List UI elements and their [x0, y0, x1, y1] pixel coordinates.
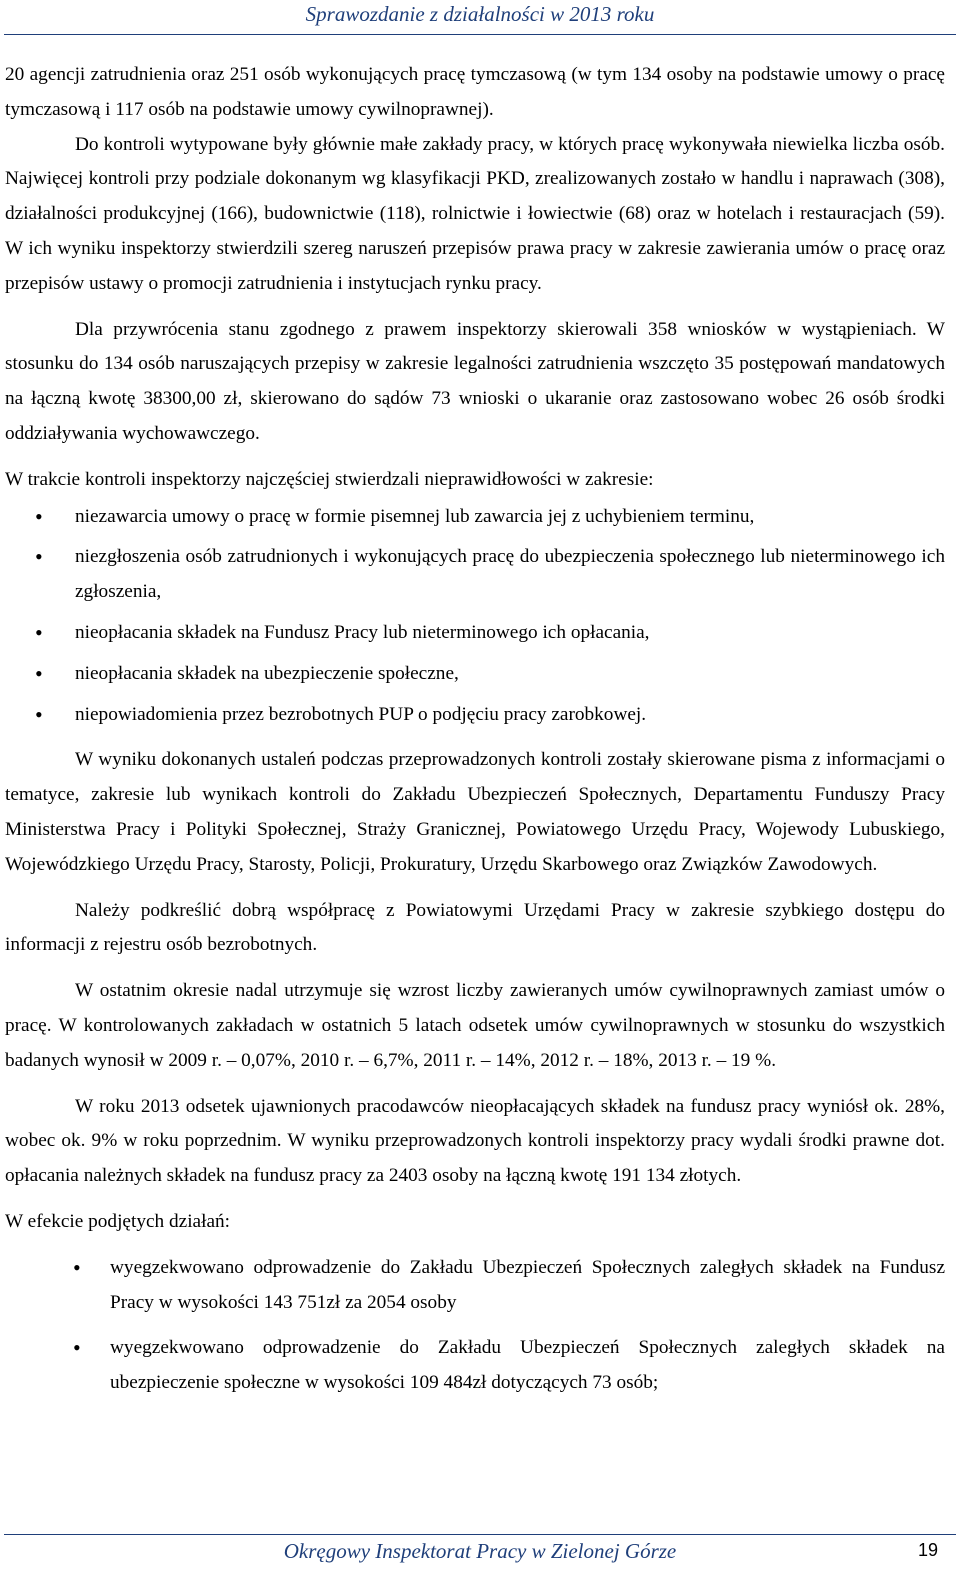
- page-footer: Okręgowy Inspektorat Pracy w Zielonej Górze: [283, 1539, 677, 1563]
- bullet-icon: •: [35, 503, 43, 529]
- effects-list: [5, 1251, 945, 1401]
- irregularities-list: [5, 500, 945, 733]
- page-header: Sprawozdanie z działalności w 2013 roku: [305, 2, 655, 26]
- paragraph-effects-intro: W efekcie podjętych działań:: [5, 1210, 231, 1232]
- bullet-icon: •: [35, 619, 43, 645]
- paragraph-cooperation: Należy podkreślić dobrą współpracę z Powiatowymi Urzędami Pracy w zakresie szybkiego dostępu do informacji z rejestru osób bezrobotnych.: [5, 899, 945, 956]
- list-item: • nieopłacania składek na ubezpieczenie społeczne,: [5, 657, 945, 692]
- list-item: • niepowiadomienia przez bezrobotnych PUP o podjęciu pracy zarobkowej.: [5, 698, 945, 733]
- paragraph-irregularities-intro: W trakcie kontroli inspektorzy najczęściej stwierdzali nieprawidłowości w zakresie:: [5, 468, 654, 490]
- paragraph-letters: W wyniku dokonanych ustaleń podczas przeprowadzonych kontroli zostały skierowane pisma z informacjami o tematyce, zakresie lub wynikach kontroli do Zakładu Ubezpieczeń Społecznych, Departamentu Funduszy Pracy Ministerstwa Pracy i Polityki Społecznej, Straży Granicznej, Powiatowego Urzędu Pracy, Wojewody Lubuskiego, Wojewódzkiego Urzędu Pracy, Starosty, Policji, Prokuratury, Urzędu Skarbowego oraz Związków Zawodowych.: [5, 749, 945, 875]
- document-body: [5, 58, 945, 1401]
- list-item: • wyegzekwowano odprowadzenie do Zakładu Ubezpieczeń Społecznych zaległych składek na ubezpieczenie społeczne w wysokości 109 484zł dotyczących 73 osób;: [5, 1331, 945, 1401]
- bullet-icon: •: [73, 1254, 81, 1280]
- paragraph-inspection-selection: Do kontroli wytypowane były głównie małe zakłady pracy, w których pracę wykonywała niewielka liczba osób. Najwięcej kontroli przy podziale dokonanym wg klasyfikacji PKD, zrealizowanych zostało w handlu i naprawach (308), działalności produkcyjnej (166), budownictwie (118), rolnictwie i łowiectwie (68) oraz w hotelach i restauracjach (59). W ich wyniku inspektorzy stwierdzili szereg naruszeń przepisów prawa pracy w zakresie zawierania umów o pracę oraz przepisów ustawy o promocji zatrudnienia i instytucjach rynku pracy.: [5, 133, 945, 294]
- list-item: • niezawarcia umowy o pracę w formie pisemnej lub zawarcia jej z uchybieniem terminu,: [5, 500, 945, 535]
- list-item: • wyegzekwowano odprowadzenie do Zakładu Ubezpieczeń Społecznych zaległych składek na Fundusz Pracy w wysokości 143 751zł za 2054 osoby: [5, 1251, 945, 1321]
- paragraph-labour-fund: W roku 2013 odsetek ujawnionych pracodawców nieopłacających składek na fundusz pracy wyniósł ok. 28%, wobec ok. 9% w roku poprzednim. W wyniku przeprowadzonych kontroli inspektorzy pracy wydali środki prawne dot. opłacania należnych składek na fundusz pracy za 2403 osoby na łączną kwotę 191 134 złotych.: [5, 1095, 945, 1187]
- page-number: 19: [917, 1540, 938, 1560]
- paragraph-motions: Dla przywrócenia stanu zgodnego z prawem inspektorzy skierowali 358 wniosków w wystąpieniach. W stosunku do 134 osób naruszających przepisy w zakresie legalności zatrudnienia wszczęto 35 postępowań mandatowych na łączną kwotę 38300,00 zł, skierowano do sądów 73 wnioski o ukaranie oraz zastosowano wobec 26 osób środki oddziaływania wychowawczego.: [5, 318, 945, 444]
- list-item: • niezgłoszenia osób zatrudnionych i wykonujących pracę do ubezpieczenia społecznego lub nieterminowego ich zgłoszenia,: [5, 540, 945, 610]
- bullet-icon: •: [35, 701, 43, 727]
- footer-divider: [4, 1534, 956, 1535]
- list-item: • nieopłacania składek na Fundusz Pracy lub nieterminowego ich opłacania,: [5, 616, 945, 651]
- paragraph-agencies: 20 agencji zatrudnienia oraz 251 osób wykonujących pracę tymczasową (w tym 134 osoby na podstawie umowy o pracę tymczasową i 117 osób na podstawie umowy cywilnoprawnej).: [5, 64, 945, 120]
- paragraph-civil-contracts: W ostatnim okresie nadal utrzymuje się wzrost liczby zawieranych umów cywilnoprawnych zamiast umów o pracę. W kontrolowanych zakładach w ostatnich 5 latach odsetek umów cywilnoprawnych w stosunku do wszystkich badanych wynosił w 2009 r. – 0,07%, 2010 r. – 6,7%, 2011 r. – 14%, 2012 r. – 18%, 2013 r. – 19 %.: [5, 980, 945, 1071]
- bullet-icon: •: [35, 660, 43, 686]
- bullet-icon: •: [73, 1335, 81, 1361]
- header-divider: [4, 34, 956, 35]
- bullet-icon: •: [35, 544, 43, 570]
